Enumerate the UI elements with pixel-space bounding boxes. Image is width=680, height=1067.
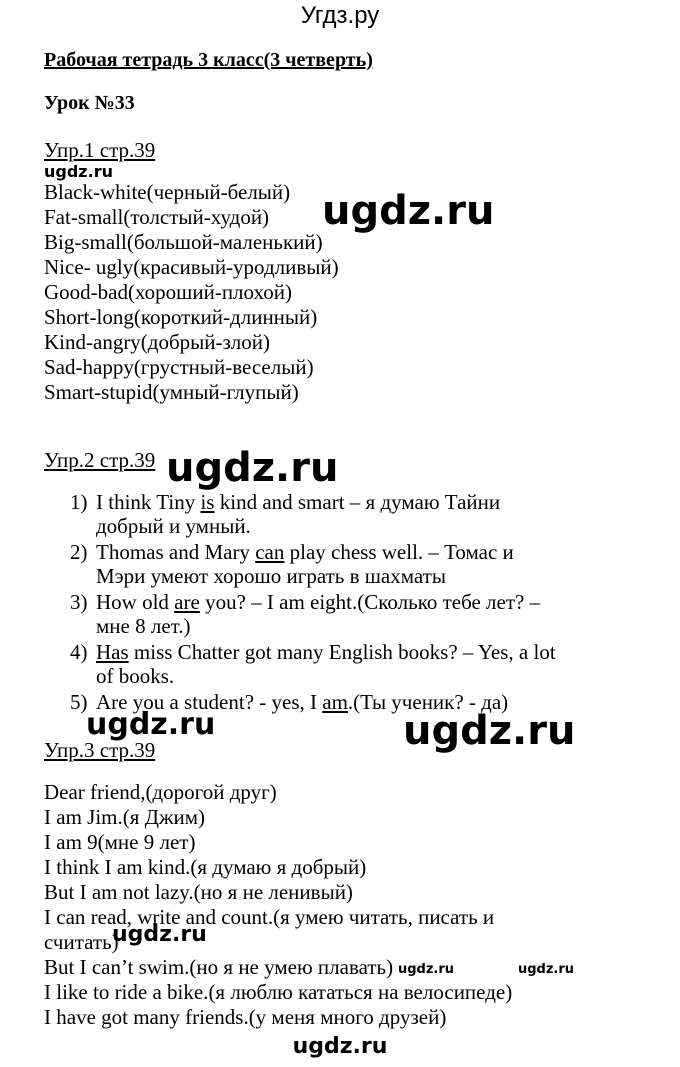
ex1-line: Big-small(большой-маленький) [44,230,323,254]
item-number: 4) [70,640,88,664]
underlined-word: is [200,490,215,514]
item-number: 2) [70,540,88,564]
ex3-line: I have got many friends.(у меня много друзей) [44,1005,447,1029]
watermark-small-2: ugdz.ru [112,922,207,947]
ex3-line: I think I am kind.(я думаю я добрый) [44,855,367,879]
item-number: 5) [70,690,88,714]
page-title: Рабочая тетрадь 3 класс(3 четверть) [44,49,373,71]
watermark-large-2: ugdz.ru [166,445,339,491]
ex3-line: But I can’t swim.(но я не умею плавать) [44,955,394,979]
ex2-item: 3) How old are you? – I am eight.(Сколько тебе лет? – мне 8 лет.) [70,590,541,638]
underlined-word: can [255,540,285,564]
ex1-line: Smart-stupid(умный-глупый) [44,380,299,404]
ex3-line: I like to ride a bike.(я люблю кататься на велосипеде) [44,980,513,1004]
watermark-medium-1: ugdz.ru [86,707,216,742]
ex2-item: 2) Thomas and Mary can play chess well. – Томас и Мэри умеют хорошо играть в шахматы [70,540,514,588]
ex3-line: I am 9(мне 9 лет) [44,830,196,854]
ex1-line: Black-white(черный-белый) [44,180,291,204]
watermark-large-1: ugdz.ru [322,188,495,234]
site-header: Угдз.ру [300,2,380,29]
ex3-line: Dear friend,(дорогой друг) [44,780,277,804]
ex1-line: Nice- ugly(красивый-уродливый) [44,255,339,279]
item-number: 1) [70,490,88,514]
ex1-line: Kind-angry(добрый-злой) [44,330,271,354]
ex1-line: Sad-happy(грустный-веселый) [44,355,314,379]
underlined-word: are [174,590,200,614]
ex1-heading: Упр.1 стр.39 [44,138,156,162]
ex1-line: Fat-small(толстый-худой) [44,205,270,229]
ex2-heading: Упр.2 стр.39 [44,448,156,472]
ex3-heading: Упр.3 стр.39 [44,738,156,762]
ex3-line: считать) [44,930,119,954]
underlined-word: am [322,690,348,714]
watermark-tiny-1: ugdz.ru [398,962,455,977]
ex1-line: Short-long(короткий-длинный) [44,305,318,329]
underlined-word: Has [96,640,129,664]
lesson-number: Урок №33 [44,92,135,114]
watermark-small-1: ugdz.ru [44,162,113,181]
ex2-item: 4) Has miss Chatter got many English books? – Yes, a lot of books. [70,640,556,688]
ex1-line: Good-bad(хороший-плохой) [44,280,292,304]
ex3-line: I can read, write and count.(я умею читать, писать и [44,905,495,929]
watermark-footer: ugdz.ru [292,1034,388,1059]
watermark-large-3: ugdz.ru [403,708,576,754]
ex2-item: 5) Are you a student? - yes, I am.(Ты ученик? - да) [70,690,509,714]
ex3-line: I am Jim.(я Джим) [44,805,205,829]
ex2-item: 1) I think Tiny is kind and smart – я думаю Тайни добрый и умный. [70,490,501,538]
item-number: 3) [70,590,88,614]
watermark-tiny-2: ugdz.ru [518,962,575,977]
ex3-line: But I am not lazy.(но я не ленивый) [44,880,353,904]
